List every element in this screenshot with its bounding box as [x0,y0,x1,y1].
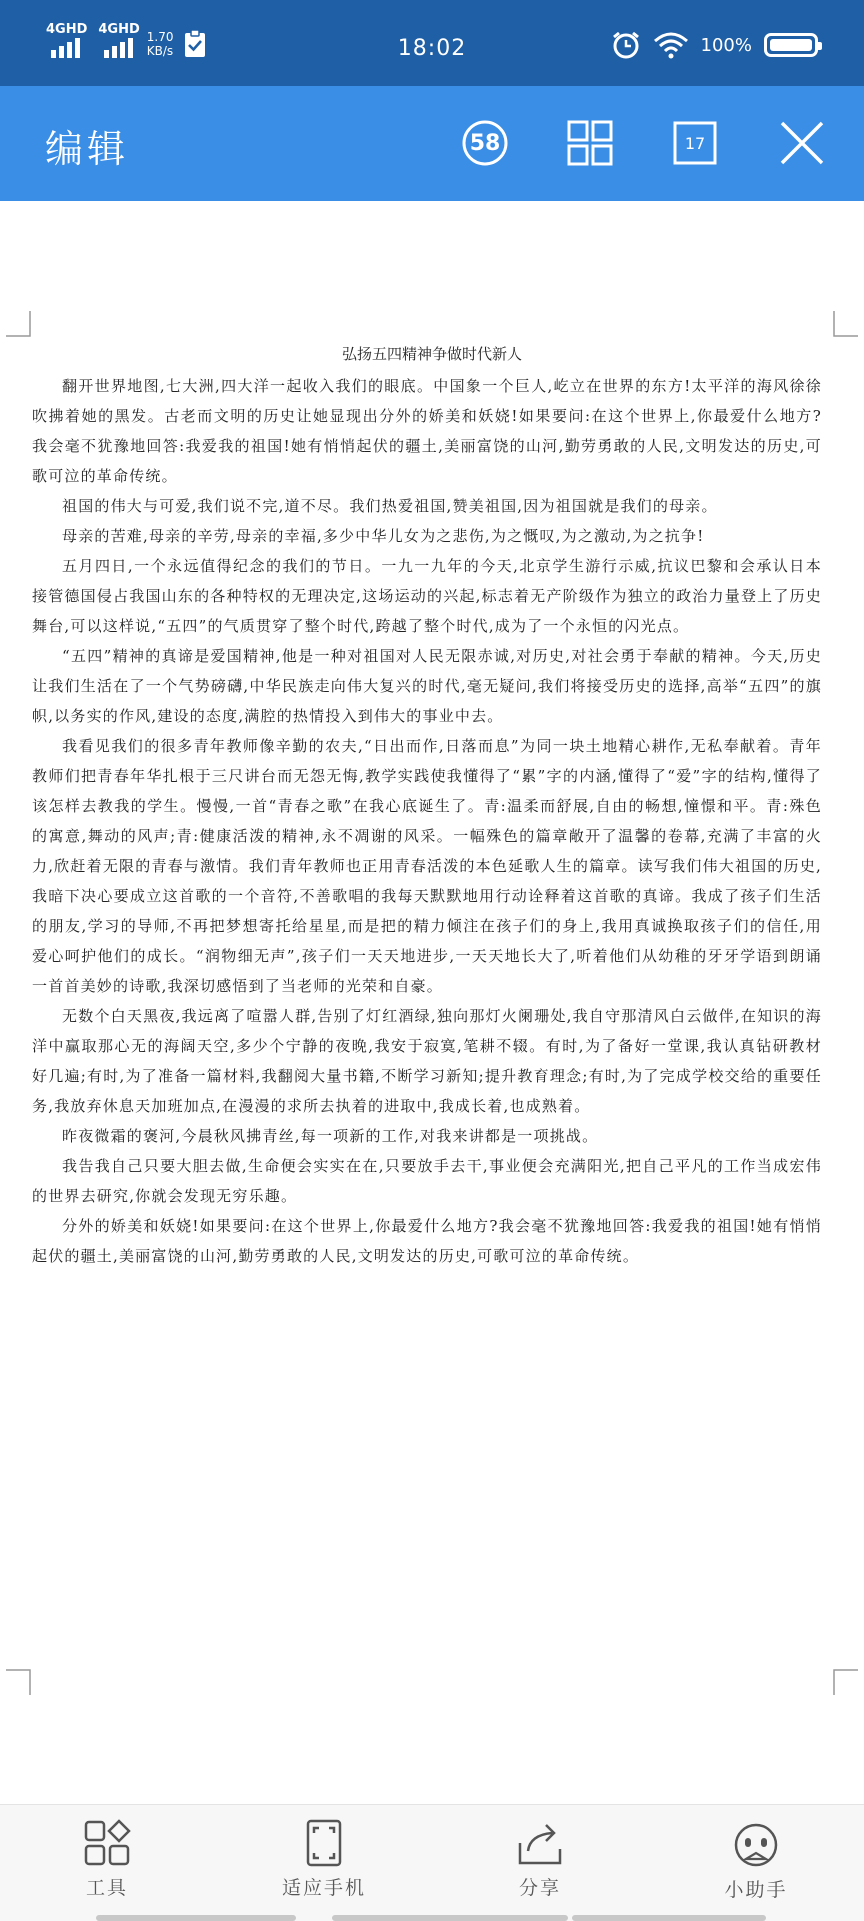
margin-corner-top-left [6,311,32,337]
paragraph: 五月四日,一个永远值得纪念的我们的节日。一九一九年的今天,北京学生游行示威,抗议巴黎和会承认日本接管德国侵占我国山东的各种特权的无理决定,这场运动的兴起,标志着无产阶级作为独立的政治力量登上了历史舞台,可以这样说,“五四”的气质贯穿了整个时代,跨越了整个时代,成为了一个永恒的闪光点。 [32,557,822,635]
battery-icon [764,33,818,57]
assistant-label: 小助手 [724,1879,788,1901]
bottom-toolbar [0,1804,864,1921]
margin-corner-bottom-left [6,1669,32,1695]
paragraph: 母亲的苦难,母亲的辛劳,母亲的幸福,多少中华儿女为之悲伤,为之慨叹,为之激动,为之抗争! [62,527,705,545]
status-time: 18:02 [397,36,467,61]
tools-icon [83,1819,131,1867]
alarm-clock-icon [611,30,641,60]
status-bar [0,0,864,86]
tools-button[interactable] [27,1819,187,1900]
badge-count: 58 [469,130,501,156]
fit-screen-button[interactable] [244,1819,404,1900]
wifi-icon [653,31,689,59]
assistant-button[interactable] [676,1819,836,1902]
paragraph: 分外的娇美和妖娆!如果要问:在这个世界上,你最爱什么地方?我会毫不犹豫地回答:我爱我的祖国!她有悄悄起伏的疆土,美丽富饶的山河,勤劳勇敢的人民,文明发达的历史,可歌可泣的革命传统。 [32,1217,822,1265]
paragraph: 昨夜微霜的褒河,今晨秋风拂青丝,每一项新的工作,对我来讲都是一项挑战。 [62,1127,599,1145]
close-icon [779,120,825,166]
signal-1-label: 4GHD [46,22,88,37]
paragraph: 我告我自己只要大胆去做,生命便会实实在在,只要放手去干,事业便会充满阳光,把自己平凡的工作当成宏伟的世界去研究,你就会发现无穷乐趣。 [32,1157,822,1205]
document-page[interactable] [0,201,864,1804]
network-speed-unit: KB/s [146,44,174,58]
paragraph: 翻开世界地图,七大洲,四大洋一起收入我们的眼底。中国象一个巨人,屹立在世界的东方!太平洋的海风徐徐吹拂着她的黑发。古老而文明的历史让她显现出分外的娇美和妖娆!如果要问:在这个世界上,你最爱什么地方?我会毫不犹豫地回答:我爱我的祖国!她有悄悄起伏的疆土,美丽富饶的山河,勤劳勇敢的人民,文明发达的历史,可歌可泣的革命传统。 [32,377,822,485]
paragraph: 我看见我们的很多青年教师像辛勤的农夫,“日出而作,日落而息”为同一块土地精心耕作,无私奉献着。青年教师们把青春年华扎根于三尺讲台而无怨无悔,教学实践使我懂得了“累”字的内涵,懂得了“爱”字的结构,懂得了该怎样去教我的学生。慢慢,一首“青春之歌”在我心底诞生了。青:温柔而舒展,自由的畅想,憧憬和平。青:殊色的寓意,舞动的风声;青:健康活泼的精神,永不凋谢的风采。一幅殊色的篇章敞开了温馨的卷幕,充满了丰富的火力,欣赶着无限的青春与激情。我们青年教师也正用青春活泼的本色延歌人生的篇章。读写我们伟大祖国的历史,我暗下决心要成立这首歌的一个音符,不善歌唱的我每天默默地用行动诠释着这首歌的真谛。我成了孩子们生活的朋友,学习的导师,不再把梦想寄托给星星,而是把的精力倾注在孩子们的身上,我用真诚换取孩子们的信任,用爱心呵护他们的成长。“润物细无声”,孩子们一天天地进步,一天天地长大了,听着他们从幼稚的牙牙学语到朗诵一首首美妙的诗歌,我深切感悟到了当老师的光荣和自豪。 [32,737,822,995]
grid-view-button[interactable] [560,113,620,173]
share-icon [516,1819,564,1867]
badge-button[interactable] [455,113,515,173]
margin-corner-bottom-right [832,1669,858,1695]
document-title: 弘扬五四精神争做时代新人 [341,345,522,363]
document-body [32,371,822,1271]
page-title: 编辑 [45,127,130,171]
status-right [611,30,818,60]
share-label: 分享 [518,1877,561,1899]
network-speed-value: 1.70 [146,30,174,44]
fit-screen-label: 适应手机 [281,1877,366,1899]
assistant-robot-icon [731,1819,781,1869]
close-button[interactable] [772,113,832,173]
paragraph: 祖国的伟大与可爱,我们说不完,道不尽。我们热爱祖国,赞美祖国,因为祖国就是我们的母亲。 [62,497,718,515]
share-button[interactable] [460,1819,620,1900]
margin-corner-top-right [832,311,858,337]
signal-2-label: 4GHD [98,22,140,37]
tools-label: 工具 [85,1877,128,1899]
fit-screen-icon [300,1819,348,1867]
paragraph: “五四”精神的真谛是爱国精神,他是一种对祖国对人民无限赤诚,对历史,对社会勇于奉献的精神。今天,历史让我们生活在了一个气势磅礴,中华民族走向伟大复兴的时代,毫无疑问,我们将接受历史的选择,高举“五四”的旗帜,以务实的作风,建设的态度,满腔的热情投入到伟大的事业中去。 [32,647,822,725]
paragraph: 无数个白天黑夜,我远离了喧嚣人群,告别了灯红酒绿,独向那灯火阑珊处,我自守那清风白云做伴,在知识的海洋中赢取那心无的海阔天空,多少个宁静的夜晚,我安于寂寞,笔耕不辍。有时,为了备好一堂课,我认真钻研教材好几遍;有时,为了准备一篇材料,我翻阅大量书籍,不断学习新知;提升教育理念;有时,为了完成学校交给的重要任务,我放弃休息天加班加点,在漫漫的求所去执着的进取中,我成长着,也成熟着。 [32,1007,822,1115]
page-scroll-indicator [0,1915,864,1921]
grid-icon [566,119,614,167]
title-bar [0,86,864,201]
page-count-button[interactable] [665,113,725,173]
page-count-value: 17 [684,133,706,153]
battery-percent: 100% [700,34,752,56]
